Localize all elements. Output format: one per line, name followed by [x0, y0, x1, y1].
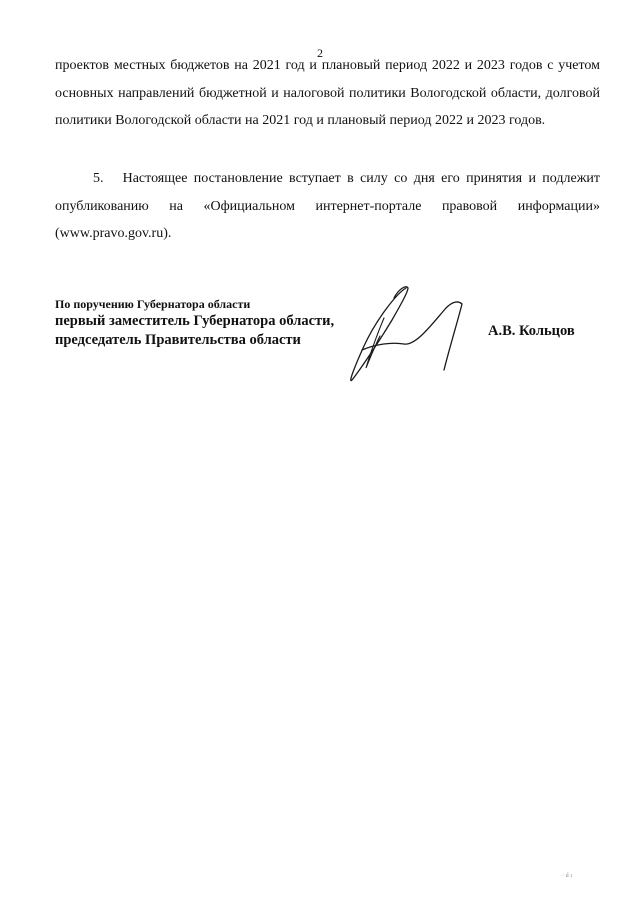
paragraph-5-text: Настоящее постановление вступает в силу со дня его принятия и подлежит опубликованию на «Официальном интернет-портале правовой информации» (www.pravo.gov.ru). [55, 171, 600, 241]
signatory-position-2: председатель Правительства области [55, 332, 301, 348]
paragraph-5 [55, 165, 600, 248]
signatory-authority: По поручению Губернатора области [55, 297, 251, 311]
paragraph-number: 5. [93, 171, 104, 186]
signatory-block [55, 296, 334, 350]
handwritten-signature [336, 280, 476, 390]
signatory-position: первый заместитель Губернатора области, [55, 313, 335, 329]
signatory-name: А.В. Кольцов [488, 323, 575, 339]
page-number: 2 [317, 46, 323, 60]
paragraph-continuation: проектов местных бюджетов на 2021 год и плановый период 2022 и 2023 годов с учетом основных направлений бюджетной и налоговой политики Вологодской области, долговой политики Вологодской области на 2021 год и плановый период 2022 и 2023 годов. [55, 58, 600, 128]
footer-mark: · ıl ı [562, 873, 572, 879]
